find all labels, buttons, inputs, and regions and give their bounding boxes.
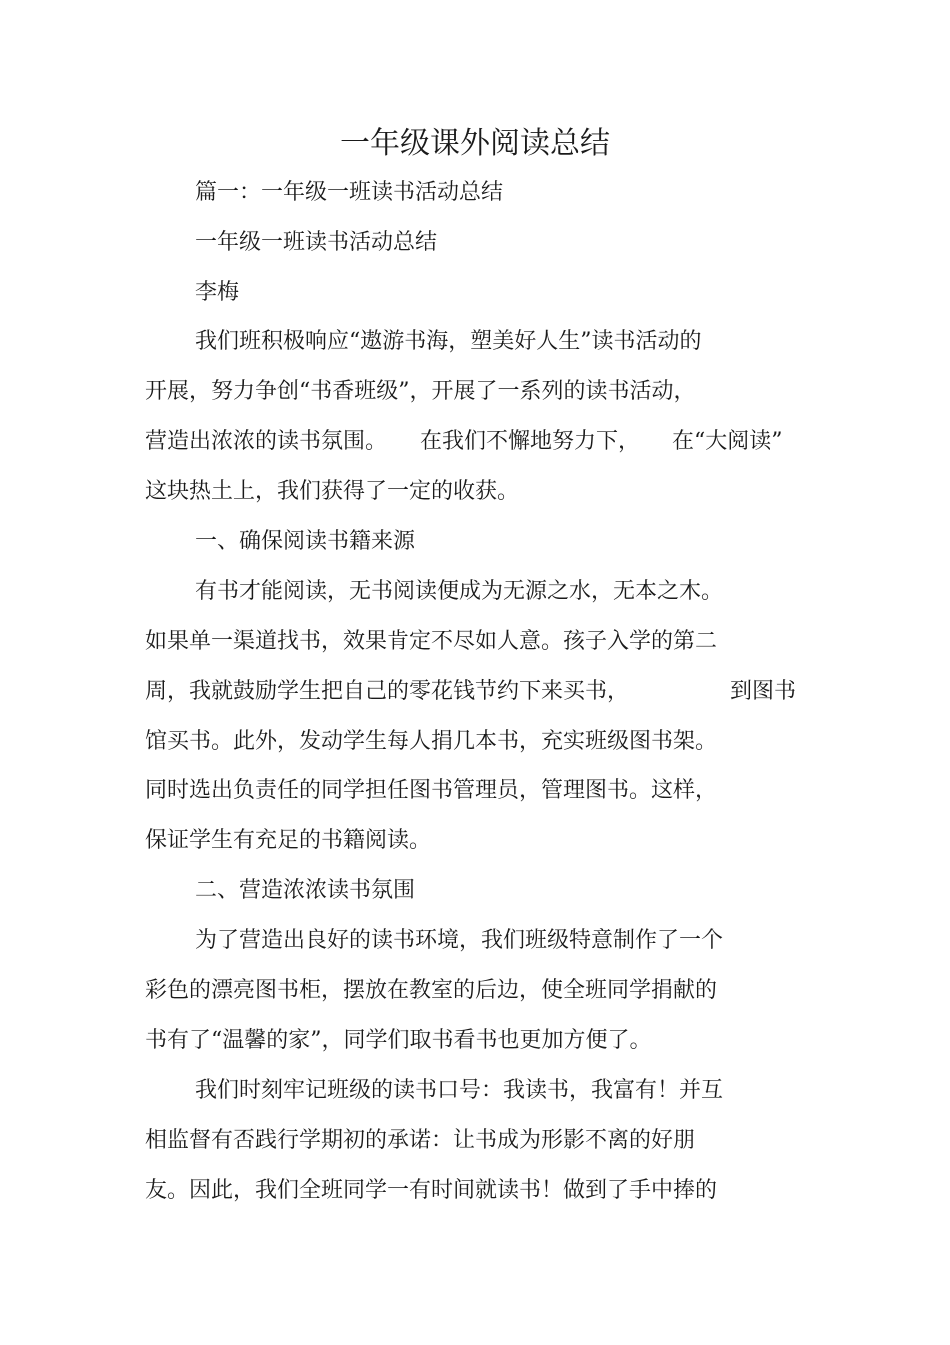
body-line: 有书才能阅读，无书阅读便成为无源之水，无本之木。	[195, 579, 724, 604]
body-line: 友。因此，我们全班同学一有时间就读书！做到了手中捧的	[145, 1178, 718, 1203]
body-line: 开展，努力争创“书香班级”，开展了一系列的读书活动，	[145, 379, 696, 404]
body-line: 在我们不懈地努力下，	[420, 429, 641, 454]
body-line: 同时选出负责任的同学担任图书管理员，管理图书。这样，	[145, 778, 718, 803]
body-line: 馆买书。此外，发动学生每人捐几本书，充实班级图书架。	[145, 729, 718, 754]
body-line: 到图书	[730, 679, 797, 704]
article-title: 一年级一班读书活动总结	[195, 230, 438, 255]
body-line: 我们时刻牢记班级的读书口号：我读书，我富有！并互	[195, 1078, 724, 1103]
body-line: 如果单一渠道找书，效果肯定不尽如人意。孩子入学的第二	[145, 629, 718, 654]
author-name: 李梅	[195, 280, 240, 305]
section-heading: 二、营造浓浓读书氛围	[195, 878, 416, 903]
section-heading: 一、确保阅读书籍来源	[195, 529, 416, 554]
body-line: 我们班积极响应“遨游书海，塑美好人生”读书活动的	[195, 329, 702, 354]
body-line: 相监督有否践行学期初的承诺：让书成为形影不离的好朋	[145, 1128, 696, 1153]
body-line: 为了营造出良好的读书环境，我们班级特意制作了一个	[195, 928, 724, 953]
body-line: 保证学生有充足的书籍阅读。	[145, 828, 432, 853]
body-line: 这块热土上，我们获得了一定的收获。	[145, 479, 520, 504]
body-line: 营造出浓浓的读书氛围。	[145, 429, 388, 454]
body-line: 在“大阅读”	[672, 429, 783, 454]
document-title: 一年级课外阅读总结	[340, 126, 610, 161]
section-heading: 篇一：一年级一班读书活动总结	[195, 180, 504, 205]
body-line: 彩色的漂亮图书柜，摆放在教室的后边，使全班同学捐献的	[145, 978, 718, 1003]
body-line: 周，我就鼓励学生把自己的零花钱节约下来买书，	[145, 679, 630, 704]
body-line: 书有了“温馨的家”，同学们取书看书也更加方便了。	[145, 1028, 652, 1053]
